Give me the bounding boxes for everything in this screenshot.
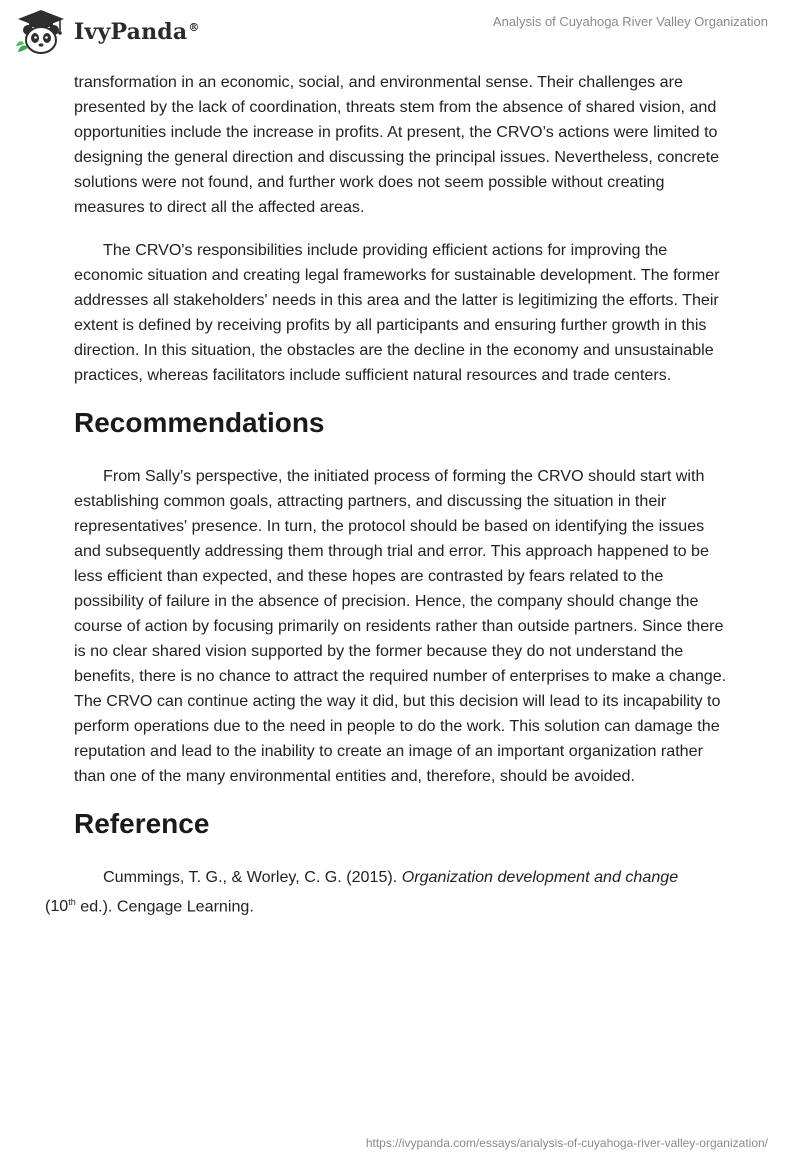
logo-wordmark: IvyPanda®	[74, 19, 200, 45]
source-url[interactable]: https://ivypanda.com/essays/analysis-of-cuyahoga-river-valley-organization/	[365, 1136, 768, 1150]
document-title: Analysis of Cuyahoga River Valley Organization	[492, 14, 768, 29]
paragraph-responsibilities: The CRVO's responsibilities include providing efficient actions for improving the economic situation and creating legal frameworks for sustainable development. The former addresses all stakeholders' needs in this area and the latter is legitimizing the efforts. Their extent is defined by receiving profits by all participants and ensuring further growth in this direction. In this situation, the obstacles are the decline in the economy and unsustainable practices, whereas facilitators include sufficient natural resources and trade centers.	[74, 241, 720, 384]
heading-reference: Reference	[74, 808, 210, 839]
page-header	[0, 0, 800, 64]
registered-mark: ®	[188, 20, 200, 34]
reference-title: Organization development and change	[401, 868, 679, 886]
reference-authors: Cummings, T. G., & Worley, C. G. (2015).	[103, 868, 402, 886]
ivypanda-logo[interactable]	[14, 8, 200, 56]
reference-edition-sup: th	[68, 897, 76, 907]
heading-recommendations: Recommendations	[74, 407, 325, 438]
reference-edition-close: ed.). Cengage Learning.	[75, 897, 254, 916]
panda-graduate-icon	[14, 8, 68, 56]
reference-entry	[45, 865, 734, 919]
essay-body	[45, 70, 734, 937]
reference-edition-open: (10	[45, 897, 69, 916]
paragraph-continuation: transformation in an economic, social, and environmental sense. Their challenges are presented by the lack of coordination, threats stem from the absence of shared vision, and opportunities include the increase in profits. At present, the CRVO’s actions were limited to designing the general direction and discussing the principal issues. Nevertheless, concrete solutions were not found, and further work does not seem possible without creating measures to direct all the affected areas.	[74, 73, 720, 216]
paragraph-recommendations: From Sally’s perspective, the initiated process of forming the CRVO should start with establishing common goals, attracting partners, and discussing the situation in their representatives' presence. In turn, the protocol should be based on identifying the issues and subsequently addressing them through trial and error. This approach happened to be less efficient than expected, and these hopes are contrasted by fears related to the possibility of failure in the absence of precision. Hence, the company should change the course of action by focusing primarily on residents rather than outside partners. Since there is no clear shared vision supported by the former because they do not understand the benefits, there is no chance to attract the required number of enterprises to make a change. The CRVO can continue acting the way it did, but this decision will lead to its incapability to perform operations due to the need in people to do the work. This solution can damage the reputation and lead to the inability to create an image of an important organization rather than one of the many environmental entities and, therefore, should be avoided.	[74, 467, 727, 785]
